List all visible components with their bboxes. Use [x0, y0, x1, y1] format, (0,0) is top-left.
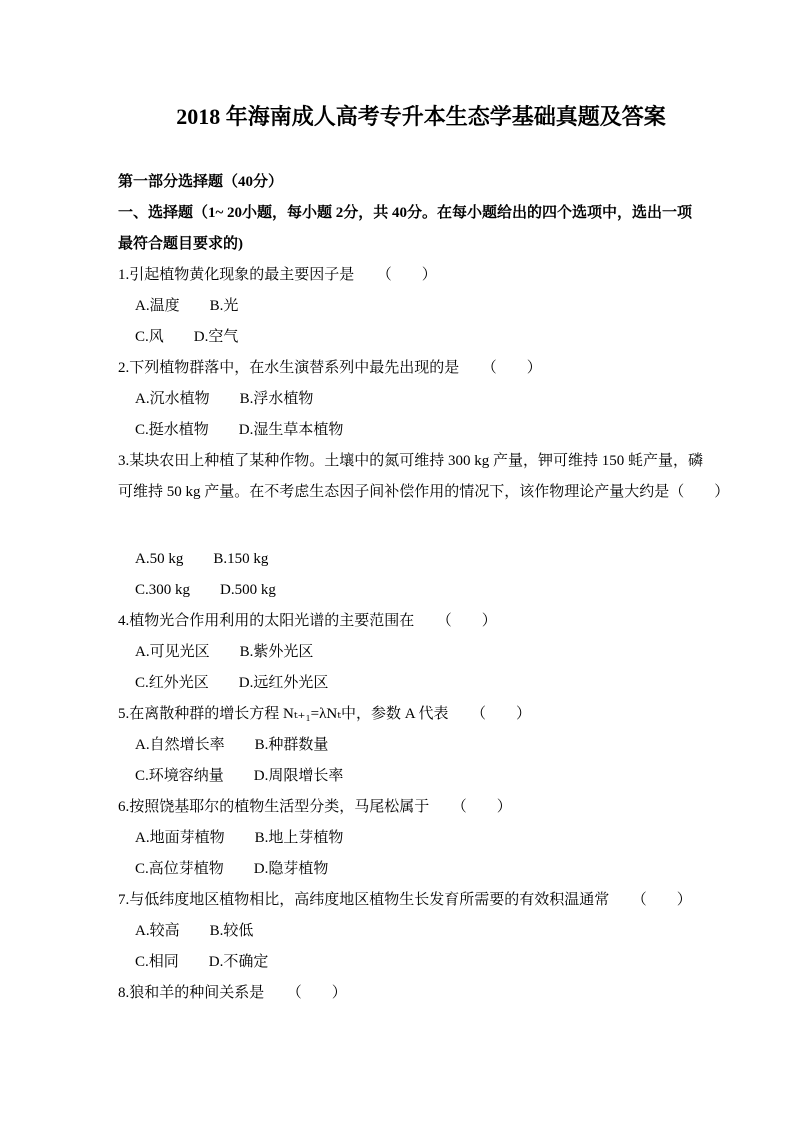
- question-6-options-cd: C.高位芽植物 D.隐芽植物: [135, 861, 329, 877]
- question-6: [118, 792, 724, 885]
- question-5-options-cd: C.环境容纳量 D.周限增长率: [135, 768, 344, 784]
- part-one-heading: 第一部分选择题（40分）: [118, 174, 284, 190]
- question-2-stem: 2.下列植物群落中，在水生演替系列中最先出现的是 （ ）: [118, 360, 542, 376]
- question-1-stem: 1.引起植物黄化现象的最主要因子是 （ ）: [118, 267, 437, 283]
- question-7-options-cd: C.相同 D.不确定: [135, 954, 269, 970]
- question-1: [118, 260, 724, 353]
- question-7-stem: 7.与低纬度地区植物相比，高纬度地区植物生长发育所需要的有效积温通常 （ ）: [118, 892, 692, 908]
- question-3-stem-line-2: 可维持 50 kg 产量。在不考虑生态因子间补偿作用的情况下，该作物理论产量大约是（ ）: [118, 484, 730, 500]
- question-4-options-ab: A.可见光区 B.紫外光区: [135, 644, 314, 660]
- question-5: [118, 699, 724, 792]
- question-2: [118, 353, 724, 446]
- question-7-options-ab: A.较高 B.较低: [135, 923, 254, 939]
- question-4-options-cd: C.红外光区 D.远红外光区: [135, 675, 329, 691]
- question-3: [118, 446, 730, 606]
- question-6-stem: 6.按照饶基耶尔的植物生活型分类，马尾松属于 （ ）: [118, 799, 512, 815]
- question-1-options-ab: A.温度 B.光: [135, 298, 239, 314]
- question-5-options-ab: A.自然增长率 B.种群数量: [135, 737, 329, 753]
- question-2-options-ab: A.沉水植物 B.浮水植物: [135, 391, 314, 407]
- question-8: [118, 978, 724, 1009]
- question-3-options-ab: A.50 kg B.150 kg: [135, 551, 269, 567]
- question-3-options-cd: C.300 kg D.500 kg: [135, 582, 276, 598]
- question-6-options-ab: A.地面芽植物 B.地上芽植物: [135, 830, 344, 846]
- question-1-options-cd: C.风 D.空气: [135, 329, 239, 345]
- question-8-stem: 8.狼和羊的种间关系是 （ ）: [118, 985, 347, 1001]
- question-4: [118, 606, 724, 699]
- question-3-stem-line-1: 3.某块农田上种植了某种作物。土壤中的氮可维持 300 kg 产量，钾可维持 150 蚝产量，磷: [118, 453, 704, 469]
- blank-line: [118, 508, 724, 544]
- section-instructions-line-2: 最符合题目要求的): [118, 236, 243, 252]
- question-5-stem: 5.在离散种群的增长方程 Nₜ₊₁=λNₜ中，参数 A 代表 （ ）: [118, 706, 531, 722]
- document-title: 2018 年海南成人高考专升本生态学基础真题及答案: [176, 104, 666, 129]
- question-7: [118, 885, 724, 978]
- question-2-options-cd: C.挺水植物 D.湿生草本植物: [135, 422, 344, 438]
- question-4-stem: 4.植物光合作用利用的太阳光谱的主要范围在 （ ）: [118, 613, 497, 629]
- section-instructions-line-1: 一、选择题（1~ 20小题，每小题 2分，共 40分。在每小题给出的四个选项中，选出一项: [118, 205, 693, 221]
